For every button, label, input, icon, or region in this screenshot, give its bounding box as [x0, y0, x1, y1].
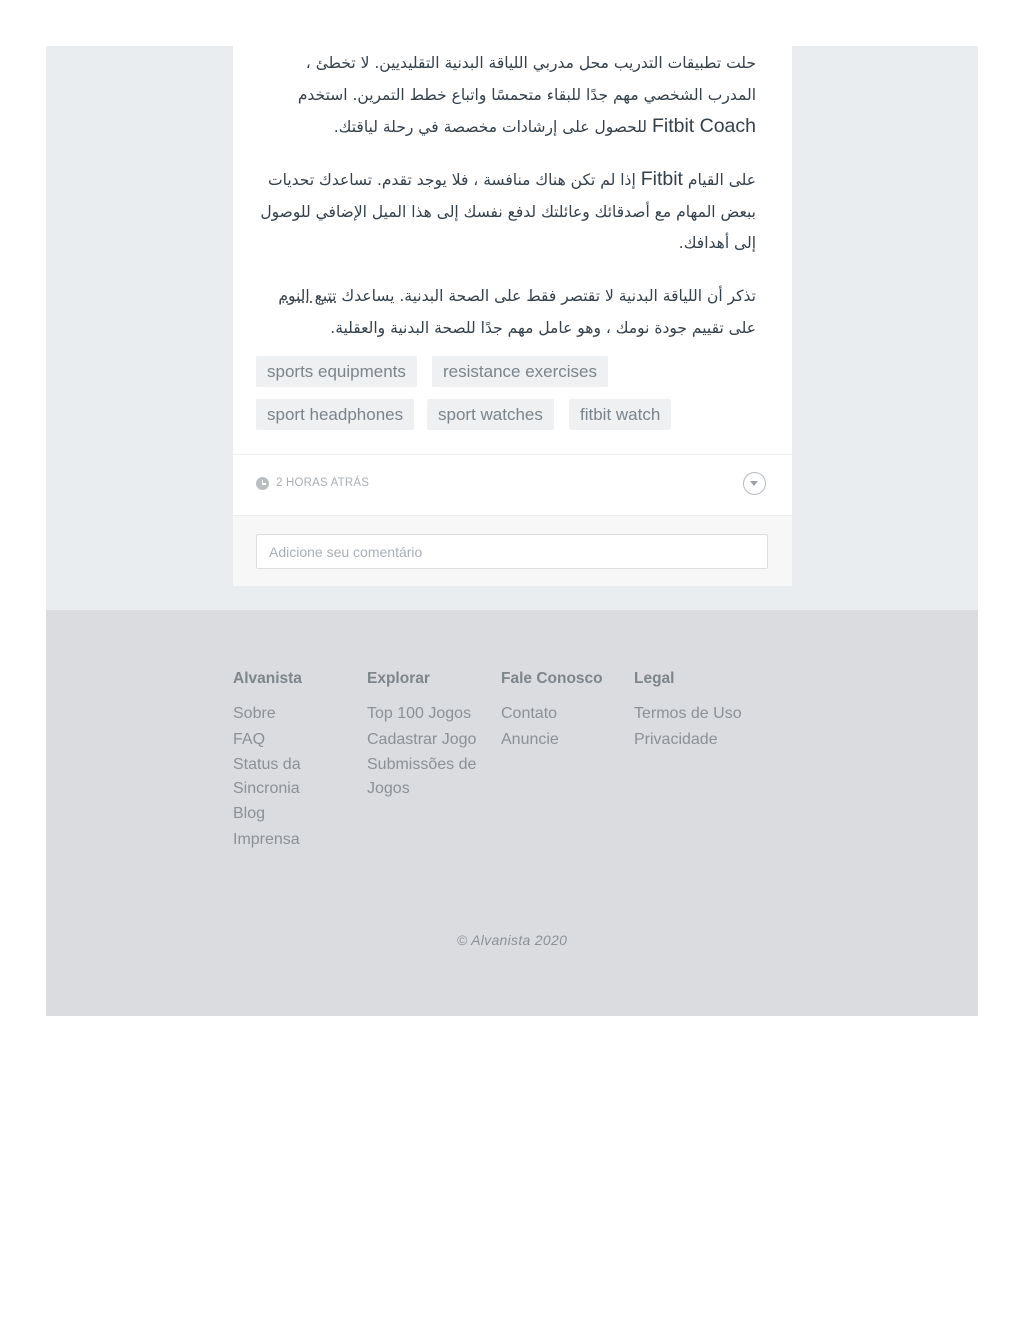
- tag-sports-equipments[interactable]: sports equipments: [256, 356, 417, 387]
- expand-chevron-icon[interactable]: [743, 472, 766, 495]
- paragraph-latin-text: Fitbit: [640, 168, 683, 190]
- post-timestamp[interactable]: 2 HORAS ATRÁS: [276, 477, 370, 489]
- paragraph-text: للحصول على إرشادات مخصصة في رحلة لياقتك.: [333, 118, 652, 136]
- footer-heading: Explorar: [367, 670, 430, 687]
- footer-heading: Fale Conosco: [501, 670, 603, 687]
- post-paragraph: [256, 281, 756, 344]
- footer-link-status-da-sincronia[interactable]: Status da Sincronia: [233, 756, 301, 797]
- sleep-tracking-link[interactable]: تتبع النوم: [278, 287, 337, 305]
- tag-sport-headphones[interactable]: sport headphones: [256, 399, 414, 430]
- footer-link-anuncie[interactable]: Anuncie: [501, 730, 559, 748]
- footer-heading: Alvanista: [233, 670, 302, 687]
- footer-link-termos-de-uso[interactable]: Termos de Uso: [634, 705, 742, 722]
- content-area: [46, 46, 978, 610]
- post-paragraph: [256, 48, 756, 144]
- footer-link-cadastrar-jogo[interactable]: Cadastrar Jogo: [367, 730, 477, 748]
- paragraph-text: على القيام: [682, 171, 756, 189]
- footer-link-contato[interactable]: Contato: [501, 705, 558, 722]
- footer-column-alvanista: [233, 668, 361, 853]
- post-paragraph: [256, 164, 756, 260]
- paragraph-text: حلت تطبيقات التدريب محل مدربي اللياقة البدنية التقليديين. لا تخطئ ، المدرب الشخصي مهم جدًا للبقاء متحمسًا واتباع خطط التمرين. استخدم: [297, 54, 756, 104]
- site-footer: [46, 610, 978, 1016]
- paragraph-text: تذكر أن اللياقة البدنية لا تقتصر فقط على الصحة البدنية. يساعدك: [336, 287, 756, 305]
- post-card: [233, 46, 792, 585]
- comment-input[interactable]: [256, 534, 768, 569]
- footer-column-explorar: [367, 668, 495, 802]
- paragraph-text: إذا لم تكن هناك منافسة ، فلا يوجد تقدم. تساعدك تحديات ببعض المهام مع أصدقائك وعائلتك لدفع نفسك إلى هذا الميل الإضافي للوصول إلى أهدافك.: [260, 171, 756, 252]
- comment-area: [233, 515, 792, 586]
- clock-icon: [256, 477, 269, 490]
- page-background: [46, 46, 978, 1016]
- copyright-text: © Alvanista 2020: [456, 932, 568, 948]
- footer-link-privacidade[interactable]: Privacidade: [634, 730, 718, 748]
- footer-column-legal: [634, 668, 762, 753]
- footer-link-top-100-jogos[interactable]: Top 100 Jogos: [367, 705, 472, 722]
- footer-heading: Legal: [634, 670, 675, 687]
- post-meta-bar: [233, 454, 792, 515]
- footer-link-faq[interactable]: FAQ: [233, 730, 266, 748]
- footer-link-submissoes-de-jogos[interactable]: Submissões de Jogos: [367, 756, 477, 797]
- paragraph-text: على تقييم جودة نومك ، وهو عامل مهم جدًا للصحة البدنية والعقلية.: [330, 318, 756, 337]
- tag-sport-watches[interactable]: sport watches: [427, 399, 554, 430]
- footer-link-sobre[interactable]: Sobre: [233, 705, 276, 722]
- footer-link-imprensa[interactable]: Imprensa: [233, 830, 300, 848]
- footer-link-blog[interactable]: Blog: [233, 805, 266, 822]
- tag-resistance-exercises[interactable]: resistance exercises: [432, 356, 608, 387]
- tag-fitbit-watch[interactable]: fitbit watch: [569, 399, 671, 430]
- footer-column-fale-conosco: [501, 668, 629, 753]
- paragraph-latin-text: Fitbit Coach: [651, 115, 756, 137]
